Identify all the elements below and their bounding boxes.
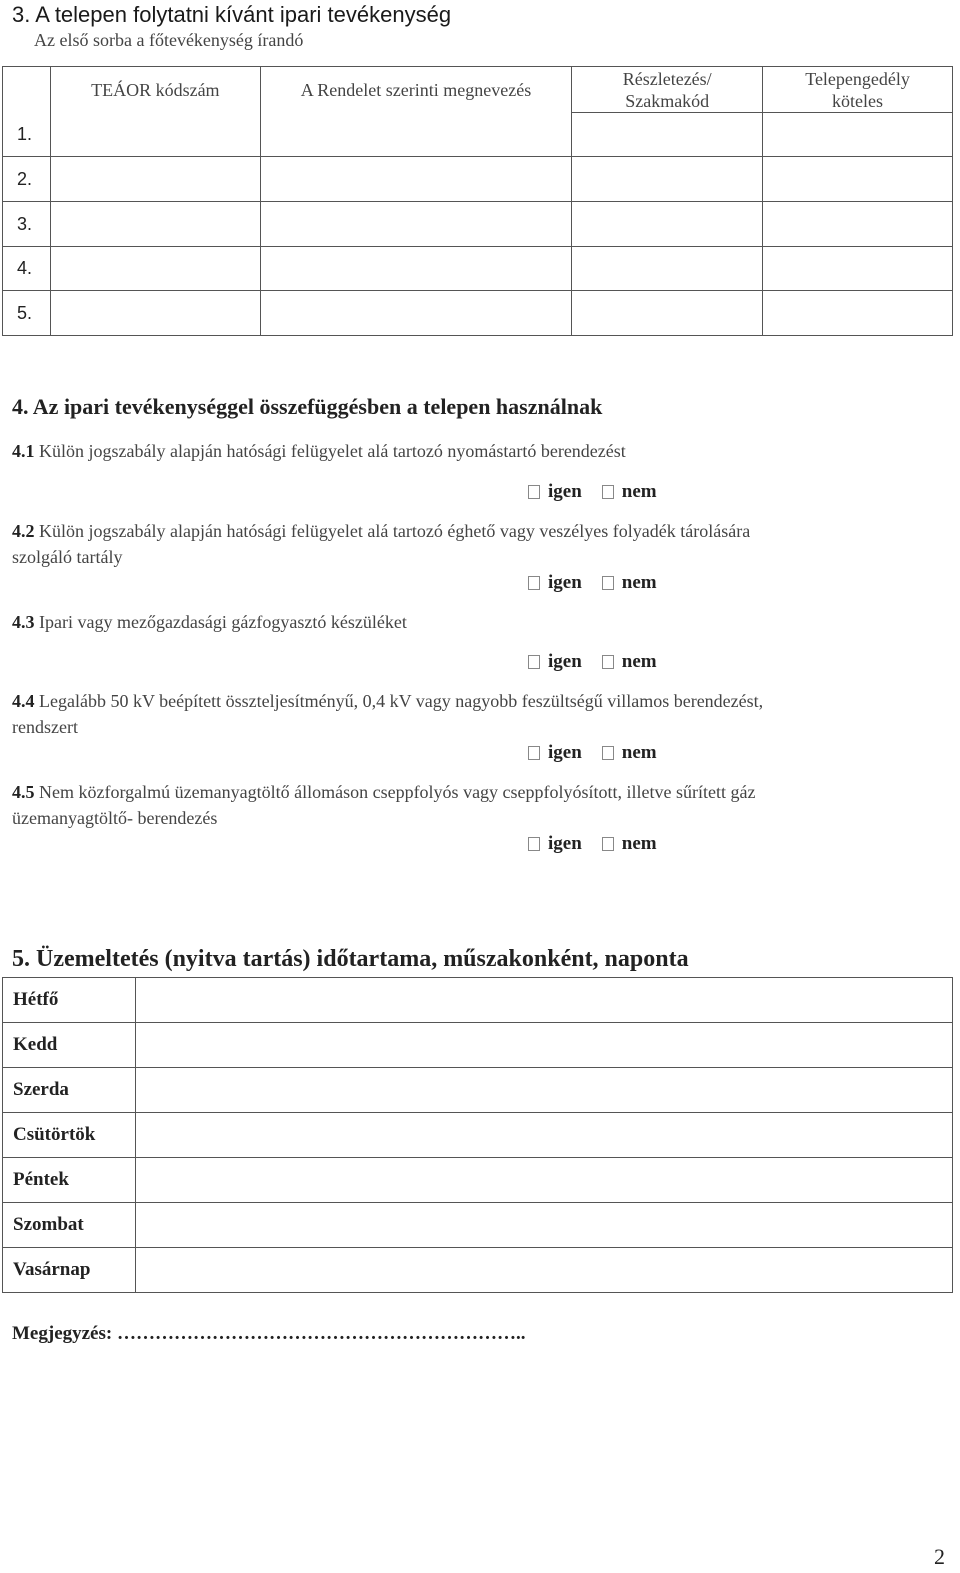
table-row: Hétfő bbox=[3, 978, 953, 1023]
teaor-cell[interactable] bbox=[50, 247, 260, 291]
permit-cell[interactable] bbox=[763, 113, 953, 157]
permit-cell[interactable] bbox=[763, 247, 953, 291]
item-4-5: 4.5 Nem közforgalmú üzemanyagtöltő állomáson cseppfolyós vagy cseppfolyósított, illetve sűrített gáz üzemanyagtöltő- berendezés bbox=[12, 782, 756, 828]
schedule-cell[interactable] bbox=[135, 978, 952, 1023]
teaor-cell[interactable] bbox=[50, 113, 260, 157]
table-row: Vasárnap bbox=[3, 1248, 953, 1293]
item-4-2-options: igen nem bbox=[528, 572, 657, 594]
table-row: 5. bbox=[3, 291, 953, 336]
details-cell[interactable] bbox=[572, 157, 763, 202]
item-4-4-options: igen nem bbox=[528, 742, 657, 764]
section3-title: 3. A telepen folytatni kívánt ipari tevékenység bbox=[12, 2, 452, 27]
no-checkbox[interactable] bbox=[602, 837, 614, 851]
name-cell[interactable] bbox=[260, 113, 572, 157]
note-label: Megjegyzés: bbox=[12, 1323, 113, 1344]
table-row: Kedd bbox=[3, 1023, 953, 1068]
teaor-cell[interactable] bbox=[50, 291, 260, 336]
schedule-cell[interactable] bbox=[135, 1113, 952, 1158]
yes-checkbox[interactable] bbox=[528, 746, 540, 760]
teaor-cell[interactable] bbox=[50, 202, 260, 247]
item-4-3-options: igen nem bbox=[528, 651, 657, 673]
name-cell[interactable] bbox=[260, 202, 572, 247]
item-4-1-options: igen nem bbox=[528, 481, 657, 503]
schedule-cell[interactable] bbox=[135, 1068, 952, 1113]
item-4-2: 4.2 Külön jogszabály alapján hatósági felügyelet alá tartozó éghető vagy veszélyes folyadék tárolására szolgáló tartály bbox=[12, 521, 751, 567]
table-row: Szerda bbox=[3, 1068, 953, 1113]
table-row: 2. bbox=[3, 157, 953, 202]
item-4-4: 4.4 Legalább 50 kV beépített összteljesítményű, 0,4 kV vagy nagyobb feszültségű villamos berendezést, rendszert bbox=[12, 691, 764, 737]
item-4-5-options: igen nem bbox=[528, 833, 657, 855]
yes-checkbox[interactable] bbox=[528, 485, 540, 499]
name-header: A Rendelet szerinti megnevezés bbox=[260, 67, 572, 113]
schedule-cell[interactable] bbox=[135, 1248, 952, 1293]
permit-cell[interactable] bbox=[763, 157, 953, 202]
name-cell[interactable] bbox=[260, 291, 572, 336]
details-cell[interactable] bbox=[572, 247, 763, 291]
table-row: Csütörtök bbox=[3, 1113, 953, 1158]
schedule-cell[interactable] bbox=[135, 1023, 952, 1068]
table-row: 3. bbox=[3, 202, 953, 247]
page-number: 2 bbox=[934, 1544, 945, 1569]
yes-checkbox[interactable] bbox=[528, 837, 540, 851]
schedule-cell[interactable] bbox=[135, 1158, 952, 1203]
section3-subtitle: Az első sorba a főtevékenység írandó bbox=[34, 30, 304, 50]
no-checkbox[interactable] bbox=[602, 576, 614, 590]
table-row: 4. bbox=[3, 247, 953, 291]
name-cell[interactable] bbox=[260, 157, 572, 202]
schedule-table bbox=[2, 977, 953, 1293]
permit-cell[interactable] bbox=[763, 202, 953, 247]
table-row: Szombat bbox=[3, 1203, 953, 1248]
item-4-3: 4.3 Ipari vagy mezőgazdasági gázfogyasztó készüléket bbox=[12, 612, 407, 632]
schedule-cell[interactable] bbox=[135, 1203, 952, 1248]
teaor-header: TEÁOR kódszám bbox=[50, 67, 260, 113]
no-checkbox[interactable] bbox=[602, 746, 614, 760]
item-4-1: 4.1 Külön jogszabály alapján hatósági felügyelet alá tartozó nyomástartó berendezést bbox=[12, 441, 626, 461]
table-row: 1. bbox=[3, 113, 953, 157]
note-dots[interactable]: ……………………………………………………….. bbox=[112, 1323, 526, 1344]
details-cell[interactable] bbox=[572, 202, 763, 247]
details-header: Részletezés/ Szakmakód bbox=[572, 67, 763, 113]
activity-table bbox=[2, 66, 953, 336]
teaor-cell[interactable] bbox=[50, 157, 260, 202]
name-cell[interactable] bbox=[260, 247, 572, 291]
note-line bbox=[12, 1323, 525, 1345]
row-number-header bbox=[3, 67, 51, 113]
details-cell[interactable] bbox=[572, 113, 763, 157]
details-cell[interactable] bbox=[572, 291, 763, 336]
no-checkbox[interactable] bbox=[602, 485, 614, 499]
section5-title: 5. Üzemeltetés (nyitva tartás) időtartama, műszakonként, naponta bbox=[12, 946, 689, 972]
table-row: Péntek bbox=[3, 1158, 953, 1203]
section4-title: 4. Az ipari tevékenységgel összefüggésben a telepen használnak bbox=[12, 394, 603, 419]
yes-checkbox[interactable] bbox=[528, 576, 540, 590]
permit-cell[interactable] bbox=[763, 291, 953, 336]
yes-checkbox[interactable] bbox=[528, 655, 540, 669]
permit-header: Telepengedély köteles bbox=[763, 67, 953, 113]
no-checkbox[interactable] bbox=[602, 655, 614, 669]
